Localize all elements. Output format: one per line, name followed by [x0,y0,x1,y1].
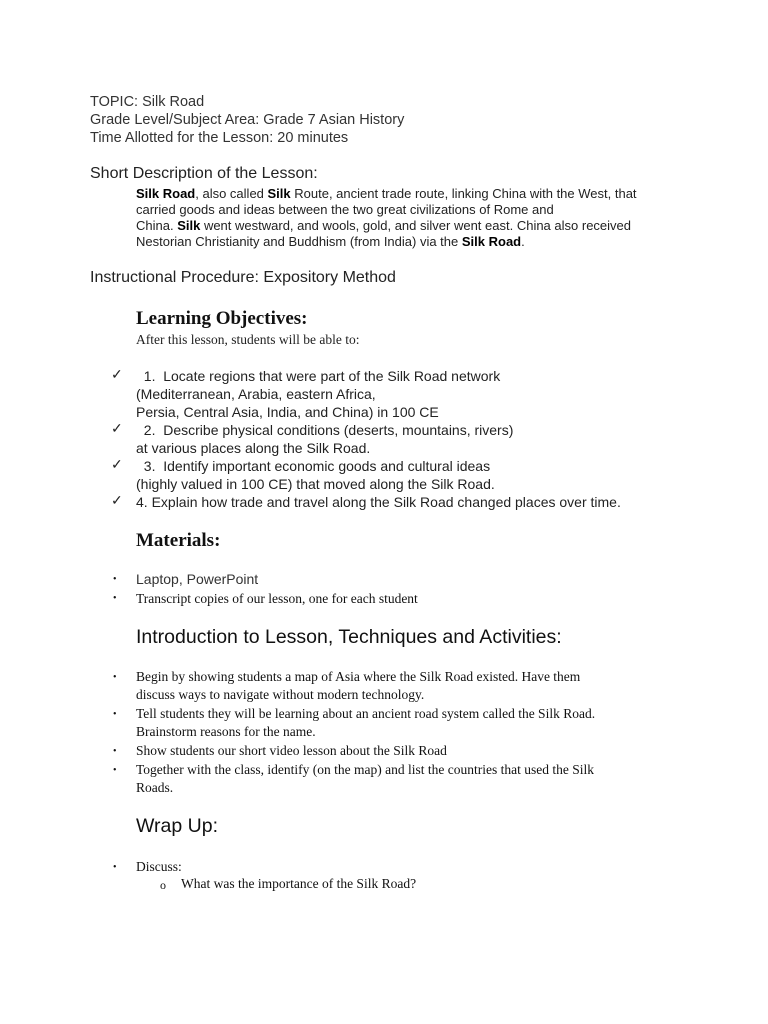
grade-line: Grade Level/Subject Area: Grade 7 Asian History [90,112,405,128]
check-icon: ✓ [111,366,123,382]
objective-1-line-2: (Mediterranean, Arabia, eastern Africa, [136,386,376,402]
description-line-1: Silk Road, also called Silk Route, ancient trade route, linking China with the West, that [136,186,637,201]
description-line-2: carried goods and ideas between the two great civilizations of Rome and [136,202,554,217]
objective-4-line-1: 4. Explain how trade and travel along the Silk Road changed places over time. [136,494,621,510]
objective-2-line-1: 2. Describe physical conditions (deserts, mountains, rivers) [136,422,514,438]
wrap-up-sub-item: What was the importance of the Silk Road? [181,876,417,891]
check-icon: ✓ [111,456,123,472]
introduction-item-1-line-2: discuss ways to navigate without modern technology. [136,687,425,702]
bullet-icon: • [113,593,117,604]
topic-line: TOPIC: Silk Road [90,94,205,110]
description-line-3: China. Silk went westward, and wools, gold, and silver went east. China also received [136,218,631,233]
introduction-item-3-line-1: Show students our short video lesson about the Silk Road [136,743,447,758]
check-icon: ✓ [111,420,123,436]
wrap-up-item: Discuss: [136,859,182,874]
short-description-heading: Short Description of the Lesson: [90,165,318,182]
procedure-heading: Instructional Procedure: Expository Method [90,269,396,286]
materials-heading: Materials: [136,530,221,551]
sub-bullet-icon: o [160,878,166,892]
check-icon: ✓ [111,492,123,508]
bullet-icon: • [113,709,117,720]
objective-3-line-1: 3. Identify important economic goods and cultural ideas [136,458,491,474]
bullet-icon: • [113,574,117,585]
bullet-icon: • [113,765,117,776]
introduction-heading: Introduction to Lesson, Techniques and Activities: [136,626,562,648]
introduction-item-1-line-1: Begin by showing students a map of Asia where the Silk Road existed. Have them [136,669,581,684]
introduction-item-2-line-1: Tell students they will be learning about an ancient road system called the Silk Road. [136,706,596,721]
introduction-item-4-line-1: Together with the class, identify (on the map) and list the countries that used the Silk [136,762,594,777]
materials-item: Transcript copies of our lesson, one for each student [136,591,418,606]
bullet-icon: • [113,746,117,757]
wrap-up-heading: Wrap Up: [136,815,218,837]
description-line-4: Nestorian Christianity and Buddhism (from India) via the Silk Road. [136,234,525,249]
introduction-item-4-line-2: Roads. [136,780,174,795]
objective-1-line-3: Persia, Central Asia, India, and China) in 100 CE [136,404,439,420]
bullet-icon: • [113,862,117,873]
learning-objectives-heading: Learning Objectives: [136,308,308,329]
time-line: Time Allotted for the Lesson: 20 minutes [90,130,349,146]
introduction-item-2-line-2: Brainstorm reasons for the name. [136,724,316,739]
bullet-icon: • [113,672,117,683]
objective-3-line-2: (highly valued in 100 CE) that moved along the Silk Road. [136,476,495,492]
objectives-intro: After this lesson, students will be able to: [136,332,360,347]
objective-1-line-1: 1. Locate regions that were part of the Silk Road network [136,368,501,384]
materials-item: Laptop, PowerPoint [136,571,259,587]
objective-2-line-2: at various places along the Silk Road. [136,440,371,456]
